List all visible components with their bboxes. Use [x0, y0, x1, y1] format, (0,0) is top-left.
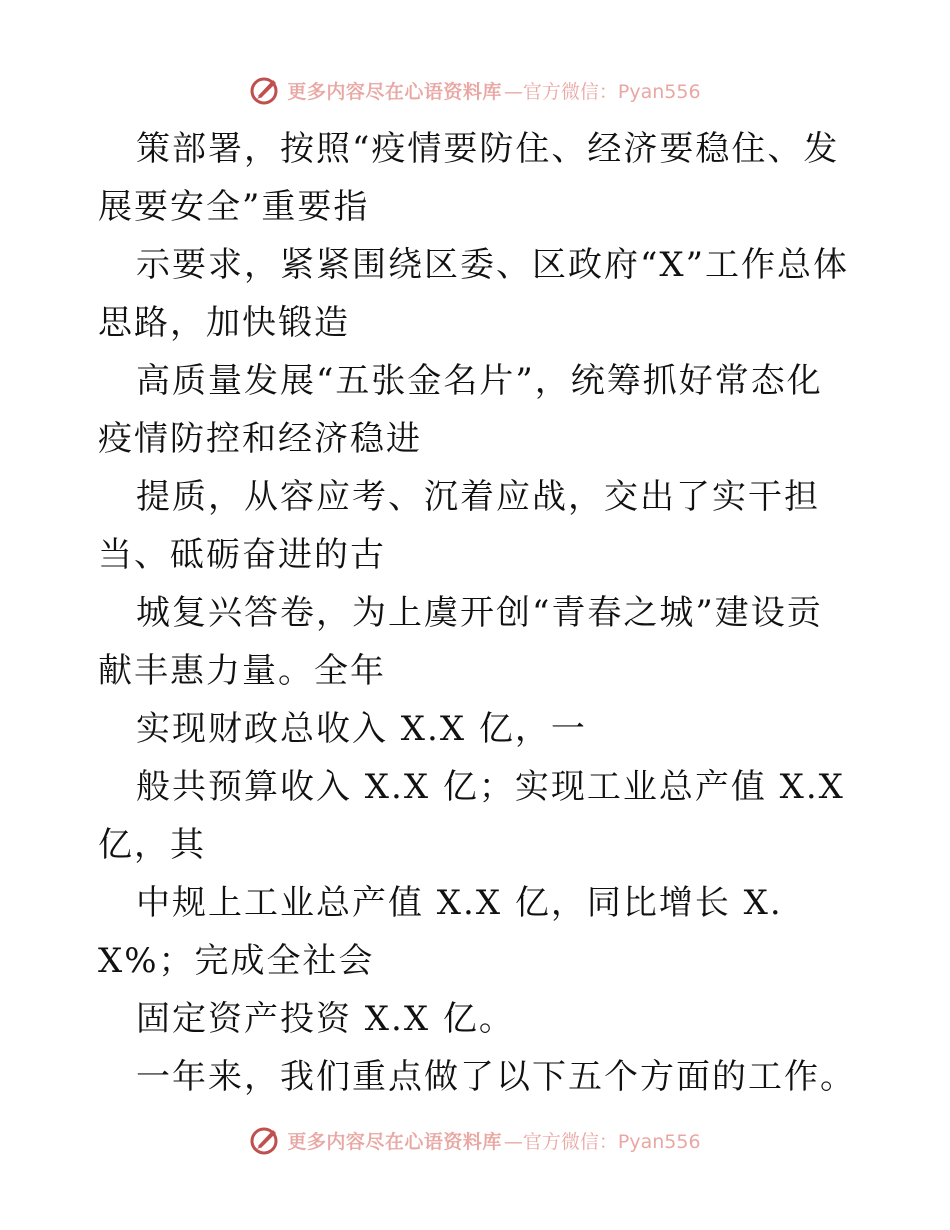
paragraph: 高质量发展“五张金名片”，统筹抓好常态化疫情防控和经济稳进 — [98, 361, 823, 459]
watermark-sub-text: —官方微信：Pyan556 — [503, 80, 701, 103]
watermark-sub-text: —官方微信：Pyan556 — [503, 1130, 701, 1153]
paragraph: 般共预算收入 X.X 亿；实现工业总产值 X.X 亿，其 — [98, 767, 845, 865]
paragraph: 固定资产投资 X.X 亿。 — [136, 999, 515, 1039]
paragraph: 提质，从容应考、沉着应战，交出了实干担当、砥砺奋进的古 — [98, 477, 820, 575]
paragraph: 城复兴答卷，为上虞开创“青春之城”建设贡献丰惠力量。全年 — [98, 593, 823, 691]
header-watermark — [0, 70, 950, 110]
document-body — [98, 120, 858, 1106]
paragraph: 示要求，紧紧围绕区委、区政府“X”工作总体思路，加快锻造 — [98, 245, 849, 343]
footer-watermark — [0, 1120, 950, 1160]
paragraph: 一年来，我们重点做了以下五个方面的工作。 — [136, 1057, 856, 1097]
paragraph: 实现财政总收入 X.X 亿，一 — [136, 709, 587, 749]
paragraph: 中规上工业总产值 X.X 亿，同比增长 X.X%；完成全社会 — [98, 883, 783, 981]
quill-logo-icon — [249, 74, 281, 106]
watermark-main-text: 更多内容尽在心语资料库 — [287, 1130, 502, 1153]
quill-logo-icon — [249, 1124, 281, 1156]
paragraph: 策部署，按照“疫情要防住、经济要稳住、发展要安全”重要指 — [98, 129, 840, 227]
watermark-main-text: 更多内容尽在心语资料库 — [287, 80, 502, 103]
